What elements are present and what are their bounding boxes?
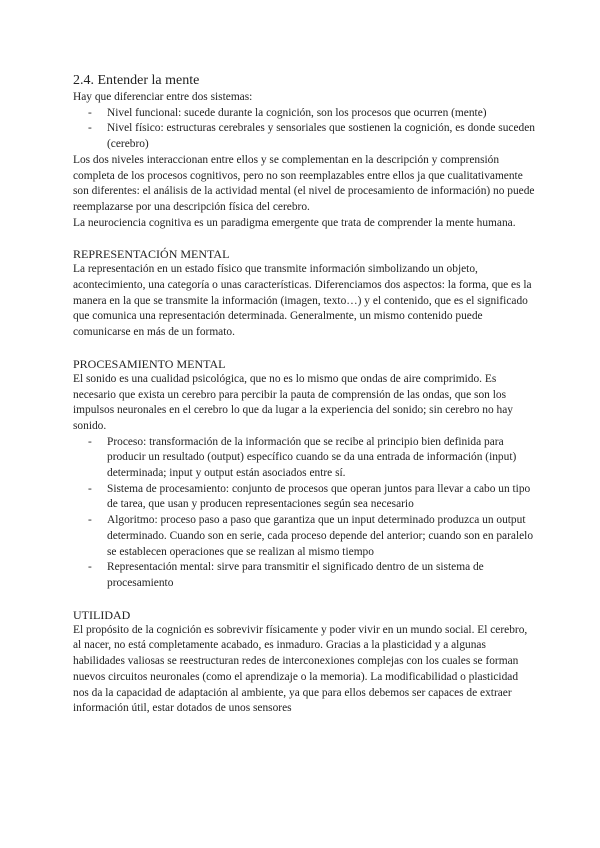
section-title: 2.4. Entender la mente [73,73,200,88]
list-item: - Nivel físico: estructuras cerebrales y sensoriales que sostienen la cognición, es donde suceden (cerebro) [73,121,535,152]
procesamiento-text: El sonido es una cualidad psicológica, que no es lo mismo que ondas de aire comprimido. Es necesario que exista un cerebro para percibir la pauta de comprensión de las ondas, que son los impulsos neuronales en el cerebro lo que da lugar a la experiencia del sonido; sin cerebro no hay sonido. [73,372,513,432]
utilidad-heading: UTILIDAD [73,607,131,622]
list-item: - Algoritmo: proceso paso a paso que garantiza que un input determinado produzca un output determinado. Cuando son en serie, cada proceso depende del anterior; cuando son en paralelo se establecen operaciones que se realizan al mismo tiempo [73,513,535,560]
neuro-paragraph: La neurociencia cognitiva es un paradigma emergente que trata de comprender la mente humana. [73,216,516,229]
intro-text: Hay que diferenciar entre dos sistemas: [73,91,253,103]
procesamiento-heading: PROCESAMIENTO MENTAL [73,356,226,371]
document-page [73,72,535,717]
list-item: - Nivel funcional: sucede durante la cognición, son los procesos que ocurren (mente) [73,106,535,122]
procesamiento-list [73,435,535,592]
utilidad-text: El propósito de la cognición es sobrevivir físicamente y poder vivir en un mundo social. El cerebro, al nacer, no está completamente acabado, es inmaduro. Gracias a la plasticidad y a algunas habilidades valiosas se reestructuran redes de interconexiones complejas con los cuales se forman nuevos circuitos neuronales (como el aprendizaje o la memoria). La modificabilidad o plasticidad nos da la capacidad de adaptación al ambiente, ya que para ellos debemos ser capaces de extraer información útil, estar dotados de unos sensores [73,623,528,715]
levels-paragraph: Los dos niveles interaccionan entre ellos y se complementan en la descripción y comprensión completa de los procesos cognitivos, pero no son reemplazables entre ellos ja que cualitativamente son diferentes: el análisis de la actividad mental (el nivel de procesamiento de información) no puede reemplazarse por una descripción física del cerebro. [73,153,535,213]
systems-list [73,106,535,153]
list-item: - Representación mental: sirve para transmitir el significado dentro de un sistema de procesamiento [73,560,535,591]
list-item: - Proceso: transformación de la información que se recibe al principio bien definida para producir un resultado (output) específico cuando se da una entrada de información (input) determinada; input y output están asociados entre sí. [73,435,535,482]
representacion-text: La representación en un estado físico que transmite información simbolizando un objeto, acontecimiento, una categoría o unas características. Diferenciamos dos aspectos: la forma, que es la manera en la que se transmite la información (imagen, texto…) y el contenido, que es el significado que comunica una representación determinada. Generalmente, un mismo contenido puede comunicarse en más de un formato. [73,263,532,339]
list-item: - Sistema de procesamiento: conjunto de procesos que operan juntos para llevar a cabo un tipo de tarea, que usan y producen representaciones según sea necesario [73,482,535,513]
representacion-heading: REPRESENTACIÓN MENTAL [73,247,230,262]
